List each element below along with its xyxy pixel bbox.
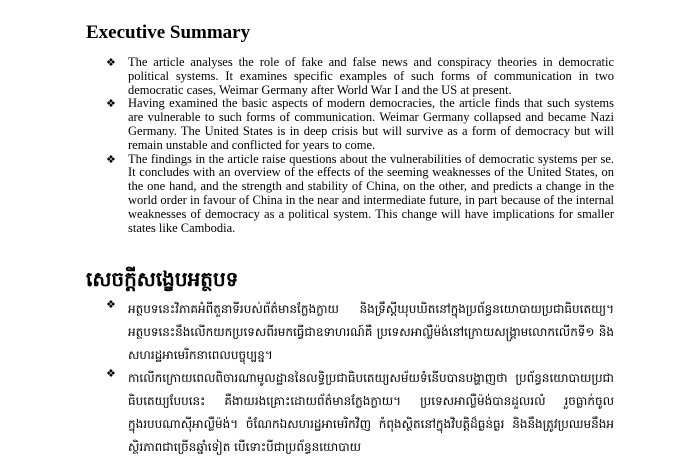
bullet-text: អត្ថបទនេះវិភាគអំពីតួនាទីរបស់ព័ត៌មានក្លែងក្លាយ និងទ្រឹស្តីឃុបឃិតនៅក្នុងប្រព័ន្ធនយោបាយប្រជាធិបតេយ្យ។ អត្ថបទនេះនឹងលើកយកប្រទេសពីរមកធ្វើជាឧទាហរណ៍គឺ ប្រទេសអាល្លឺម៉ង់នៅក្រោយសង្គ្រាមលោកលើកទី១ និងសហរដ្ឋអាមេរិកនាពេលបច្ចុប្បន្ន។ xyxy=(128,302,614,362)
bullet-text: កាលើកក្រោយពេលពិចារណាមូលដ្ឋាននៃលទ្ធិប្រជាធិបតេយ្យសម័យទំនើបបានបង្ហាញថា ប្រព័ន្ធនយោបាយប្រជាធិបតេយ្យបែបនេះ គឺងាយរងគ្រោះដោយព័ត៌មានក្លែងក្លាយ។ ប្រទេសអាល្លឺម៉ង់បានដួលរលំ រួចធ្លាក់ចូលក្នុងរបបណាស៊ីអាល្លឺម៉ង់។ ចំណែកឯសហរដ្ឋអាមេរិកវិញ កំពុងស្ថិតនៅក្នុងវិបត្តិដ៏ធ្ងន់ធ្ងរ និងនឹងត្រូវប្រឈមនឹងអស្ថិរភាពជាច្រើនឆ្នាំទៀត បើទោះបីជាប្រព័ន្ធនយោបាយ xyxy=(128,371,614,454)
executive-summary-heading: Executive Summary xyxy=(86,22,251,43)
diamond-bullet-icon: ❖ xyxy=(106,298,116,311)
bullet-text: The article analyses the role of fake and false news and conspiracy theories in democratic political systems. It examines specific examples of such forms of communication in two democratic cases, Weimar Germany after World War I and the US at present. xyxy=(128,55,614,97)
english-bullet-list xyxy=(106,55,614,235)
khmer-summary-heading: សេចក្តីសង្ខេបអត្ថបទ xyxy=(86,269,239,291)
bullet-text: The findings in the article raise questions about the vulnerabilities of democratic systems per se. It concludes with an overview of the effects of the seeming weaknesses of the United States, on the one hand, and the strength and stability of China, on the other, and predicts a change in the world order in favour of China in the near and intermediate future, in part because of the internal weaknesses of democracy as a political system. This change will have implications for smaller states like Cambodia. xyxy=(128,151,614,235)
khmer-bullet-list xyxy=(106,298,614,459)
diamond-bullet-icon: ❖ xyxy=(106,97,116,111)
diamond-bullet-icon: ❖ xyxy=(106,152,116,166)
list-item xyxy=(106,367,614,459)
diamond-bullet-icon: ❖ xyxy=(106,56,116,69)
list-item xyxy=(106,96,614,152)
list-item xyxy=(106,55,614,97)
bullet-text: Having examined the basic aspects of modern democracies, the article finds that such systems are vulnerable to such forms of communication. Weimar Germany collapsed and became Nazi Germany. The United States is in deep crisis but will survive as a form of democracy but will remain unstable and conflicted for years to come. xyxy=(128,96,614,152)
list-item xyxy=(106,151,614,236)
diamond-bullet-icon: ❖ xyxy=(106,367,116,380)
list-item xyxy=(106,298,614,367)
